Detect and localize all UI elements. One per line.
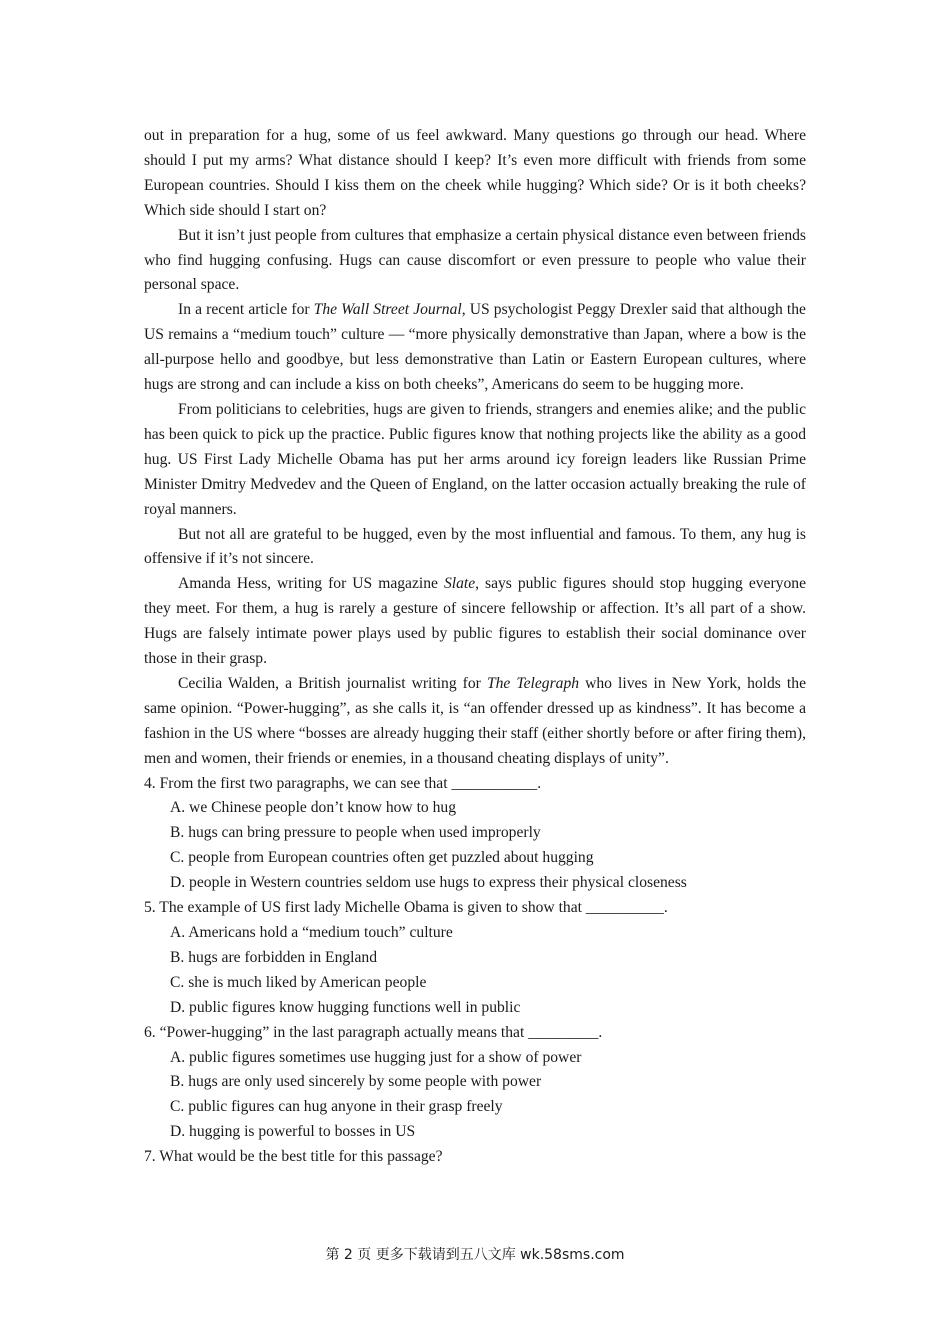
option-c: C. she is much liked by American people <box>170 973 427 991</box>
paragraph-7-text-b: who lives in New York, holds the same opinion. “Power-hugging”, as she calls it, is “an offender dressed up as kindness”. It has become a fashion in the US where “bosses are already hugging their staff (either shortly before or after firing them), men and women, their friends or enemies, in a thousand cheating displays of unity”. <box>144 674 806 767</box>
option-c: C. public figures can hug anyone in their grasp freely <box>170 1098 503 1116</box>
publication-title: Slate <box>443 575 476 593</box>
paragraph-6 <box>144 572 806 672</box>
question-stem: 4. From the first two paragraphs, we can see that ___________. <box>144 774 542 792</box>
option-b: B. hugs are only used sincerely by some people with power <box>170 1073 542 1091</box>
paragraph-2: But it isn’t just people from cultures that emphasize a certain physical distance even between friends who find hugging confusing. Hugs can cause discomfort or even pressure to people who value their personal space. <box>144 226 806 294</box>
question-4 <box>144 772 806 897</box>
paragraph-6-text-a: Amanda Hess, writing for US magazine <box>178 575 444 593</box>
question-7 <box>144 1145 806 1170</box>
paragraph-1: out in preparation for a hug, some of us feel awkward. Many questions go through our head. Where should I put my arms? What distance should I keep? It’s even more difficult with friends from some European countries. Should I kiss them on the cheek while hugging? Which side? Or is it both cheeks? Which side should I start on? <box>144 127 806 219</box>
paragraph-3-text-a: In a recent article for <box>178 301 314 319</box>
question-6 <box>144 1021 806 1146</box>
publication-title: The Telegraph <box>486 674 580 692</box>
paragraph-3 <box>144 298 806 398</box>
publication-title: The Wall Street Journal <box>313 301 462 319</box>
option-d: D. public figures know hugging functions well in public <box>170 998 521 1016</box>
document-page <box>144 124 806 1170</box>
paragraph-5: But not all are grateful to be hugged, even by the most influential and famous. To them, any hug is offensive if it’s not sincere. <box>144 525 806 568</box>
paragraph-7-text-a: Cecilia Walden, a British journalist writing for <box>178 674 487 692</box>
question-stem: 6. “Power-hugging” in the last paragraph actually means that _________. <box>144 1023 603 1041</box>
option-a: A. Americans hold a “medium touch” culture <box>170 924 453 941</box>
option-b: B. hugs can bring pressure to people when used improperly <box>170 824 541 842</box>
option-a: A. we Chinese people don’t know how to hug <box>170 799 456 817</box>
question-stem: 5. The example of US first lady Michelle Obama is given to show that __________. <box>144 899 668 917</box>
paragraph-3-text-b: , US psychologist Peggy Drexler said that although the US remains a “medium touch” culture — “more physically demonstrative than Japan, where a bow is the all-purpose hello and goodbye, but less demonstrative than Latin or Eastern European cultures, where hugs are strong and can include a kiss on both cheeks”, Americans do seem to be hugging more. <box>144 301 806 394</box>
option-d: D. people in Western countries seldom use hugs to express their physical closeness <box>170 874 687 892</box>
page-footer: 第 2 页 更多下载请到五八文库 wk.58sms.com <box>325 1247 625 1263</box>
paragraph-7 <box>144 672 806 772</box>
question-stem: 7. What would be the best title for this passage? <box>144 1148 443 1166</box>
option-c: C. people from European countries often get puzzled about hugging <box>170 849 594 867</box>
option-d: D. hugging is powerful to bosses in US <box>170 1123 416 1141</box>
option-a: A. public figures sometimes use hugging just for a show of power <box>170 1048 582 1066</box>
option-b: B. hugs are forbidden in England <box>170 948 378 966</box>
paragraph-4: From politicians to celebrities, hugs are given to friends, strangers and enemies alike; and the public has been quick to pick up the practice. Public figures know that nothing projects like the ability as a good hug. US First Lady Michelle Obama has put her arms around icy foreign leaders like Russian Prime Minister Dmitry Medvedev and the Queen of England, on the latter occasion actually breaking the rule of royal manners. <box>144 400 806 518</box>
question-5 <box>144 896 806 1021</box>
paragraph-6-text-b: , says public figures should stop hugging everyone they meet. For them, a hug is rarely a gesture of sincere fellowship or affection. It’s all part of a show. Hugs are falsely intimate power plays used by public figures to establish their social dominance over those in their grasp. <box>144 575 806 668</box>
